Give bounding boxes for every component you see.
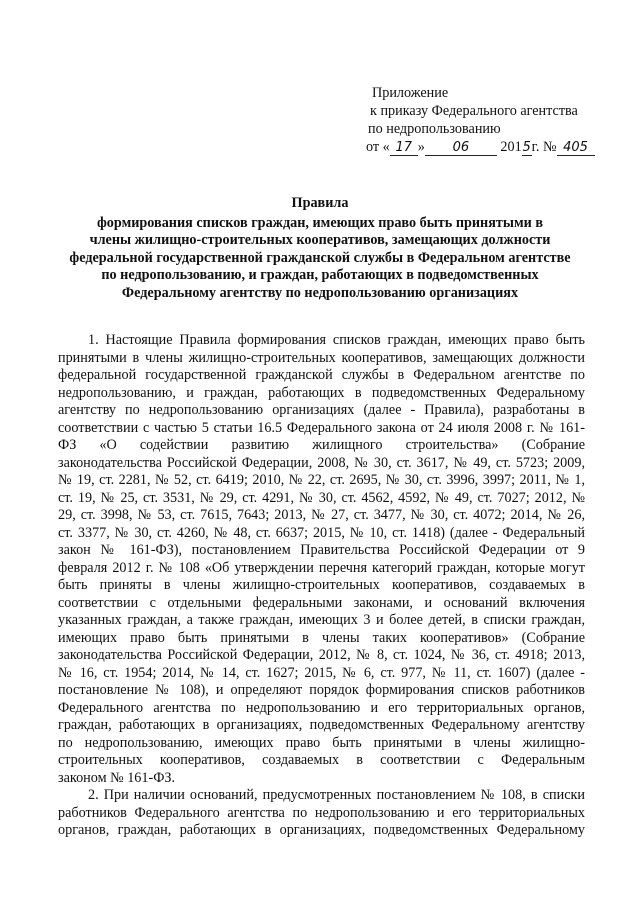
paragraph-line: недропользованию, и граждан, работающих в подведомственных Федеральному: [58, 384, 585, 401]
appendix-date-line: [366, 138, 595, 156]
paragraph-line: соответствии с отдельными федеральными законами, и оснований включения: [58, 594, 585, 611]
paragraph-line: Федерального агентства по недропользованию и его территориальных органов,: [58, 699, 585, 716]
title-line: члены жилищно-строительных кооперативов, замещающих должности: [89, 232, 551, 248]
paragraph-line: ФЗ «О содействии развитию жилищного строительства» (Собрание: [58, 437, 585, 453]
handwritten-order-number: 405: [557, 141, 595, 156]
title-line: по недропользованию, и граждан, работающих в подведомственных: [101, 267, 539, 283]
paragraph-line: федеральной государственной гражданской службы в Федеральном агентстве по: [58, 367, 585, 383]
paragraph-line: 29, ст. 3998, № 53, ст. 7615, 7643; 2013, № 27, ст. 3477, № 30, ст. 4072; 2014, № 26,: [58, 507, 585, 523]
appendix-order-ref: к приказу Федерального агентства: [370, 103, 578, 119]
date-year-prefix: 201: [496, 139, 522, 155]
handwritten-day: 17: [390, 141, 418, 156]
date-year-suffix: г. №: [531, 139, 557, 155]
paragraph-line: работников Федерального агентства по недропользованию и его территориальных: [58, 804, 585, 821]
handwritten-year-digit: 5: [522, 140, 531, 155]
handwritten-month: 06: [425, 141, 497, 156]
paragraph-line: № 19, ст. 2281, № 52, ст. 6419; 2010, № 22, ст. 2695, № 30, ст. 3996, 3997; 2011, № 1,: [58, 472, 585, 488]
appendix-header: [368, 84, 595, 156]
paragraph-line: законодательства Российской Федерации, 2012, № 8, ст. 1024, № 36, ст. 4918; 2013,: [58, 647, 585, 663]
paragraph-line: органов, граждан, работающих в организациях, подведомственных Федеральному: [58, 822, 585, 838]
paragraph-line: 1. Настоящие Правила формирования списков граждан, имеющих право быть: [88, 332, 585, 348]
document-body: [58, 332, 585, 840]
appendix-label: Приложение: [372, 85, 449, 101]
paragraph-line: соответствии с частью 5 статьи 16.5 Федерального закона от 24 июля 2008 г. № 161-: [58, 419, 585, 436]
paragraph-line: имеющих право быть принятыми в члены таких кооперативов» (Собрание: [58, 629, 585, 646]
document-title: [50, 195, 590, 302]
paragraph-line: указанных граждан, а также граждан, имеющих 3 и более детей, в списки граждан,: [58, 612, 585, 628]
paragraph-line: граждан, работающих в организациях, подведомственных Федеральному агентству: [58, 717, 585, 733]
title-line: формирования списков граждан, имеющих право быть принятыми в: [96, 214, 544, 231]
title-line: Федеральному агентству по недропользованию организациях: [121, 284, 519, 301]
paragraph-line: постановление № 108), и определяют порядок формирования списков работников: [58, 682, 585, 698]
paragraph-line: законодательства Российской Федерации, 2008, № 30, ст. 3617, № 49, ст. 5723; 2009,: [58, 454, 585, 471]
appendix-agency: по недропользованию: [368, 121, 501, 137]
paragraph-line: февраля 2012 г. № 108 «Об утверждении перечня категорий граждан, которые могут: [58, 559, 585, 576]
paragraph-line: по недропользованию, имеющих право быть принятыми в члены жилищно-: [58, 734, 585, 751]
paragraph-line: закон № 161-ФЗ), постановлением Правительства Российской Федерации от 9: [58, 542, 585, 558]
title-line: федеральной государственной гражданской службы в Федеральном агентстве: [69, 249, 571, 266]
paragraph-line: быть приняты в члены жилищно-строительных кооперативов, создаваемых в: [58, 577, 585, 593]
paragraph-line: ст. 19, № 25, ст. 3531, № 29, ст. 4291, № 30, ст. 4562, 4592, № 49, ст. 7027; 2012, №: [58, 489, 585, 506]
paragraph-line: 2. При наличии оснований, предусмотренных постановлением № 108, в списки: [88, 787, 585, 803]
paragraph-line: строительных кооперативов, создаваемых в соответствии с Федеральным: [58, 752, 585, 768]
date-mid: »: [417, 139, 425, 155]
date-prefix: от «: [366, 139, 390, 155]
title-heading: Правила: [291, 195, 349, 211]
paragraph-line: № 16, ст. 1954; 2014, № 14, ст. 1627; 2015, № 6, ст. 977, № 11, ст. 1607) (далее -: [58, 664, 585, 681]
paragraph-line: агентству по недропользованию организациях (далее - Правила), разработаны в: [58, 402, 585, 418]
paragraph-line: ст. 3377, № 30, ст. 4260, № 48, ст. 6637; 2015, № 10, ст. 1418) (далее - Федеральный: [58, 524, 585, 541]
paragraph-line: принятыми в члены жилищно-строительных кооперативов, замещающих должности: [58, 349, 585, 366]
paragraph-line: законом № 161-ФЗ.: [58, 769, 176, 786]
